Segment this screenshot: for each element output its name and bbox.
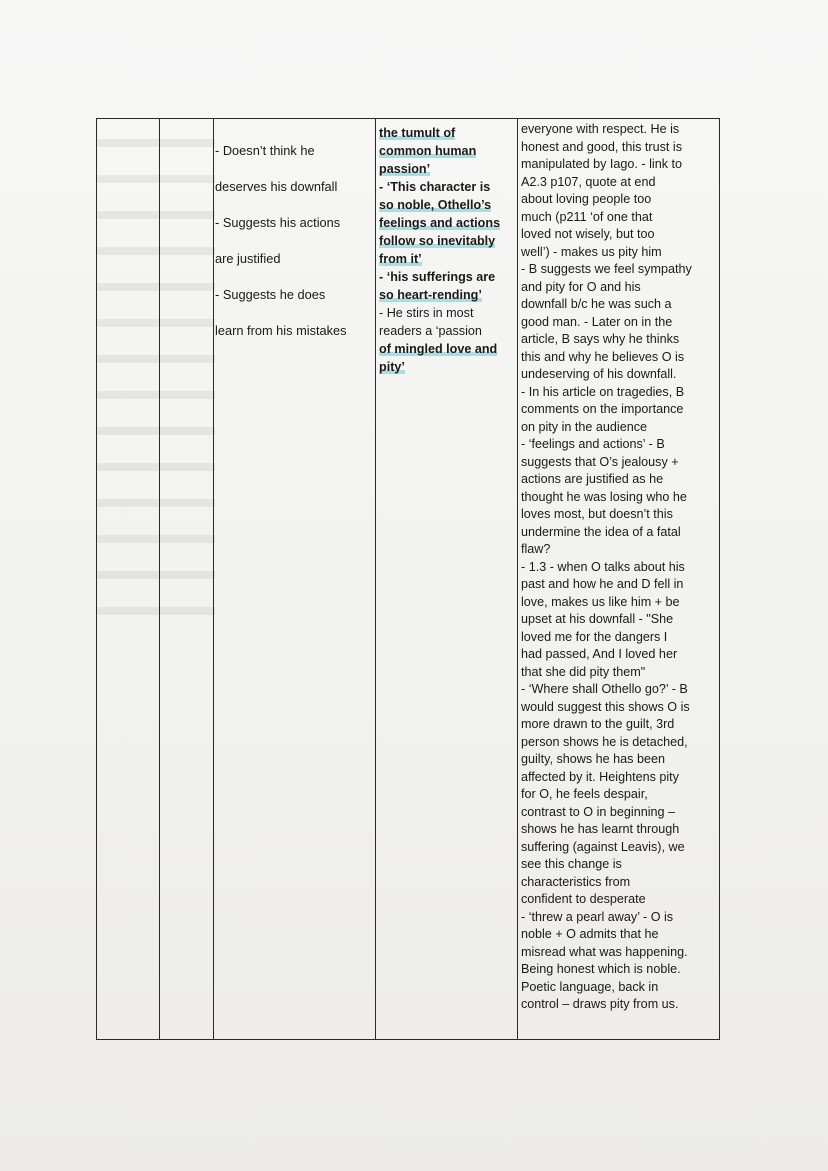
bleed-through-mark xyxy=(97,607,215,615)
bleed-through-mark xyxy=(97,175,215,183)
column-divider xyxy=(517,119,518,1039)
analysis-line: for O, he feels despair, xyxy=(521,787,648,801)
analysis-line: - In his article on tragedies, B xyxy=(521,384,685,399)
analysis-line: more drawn to the guilt, 3rd xyxy=(521,717,675,731)
quote-line xyxy=(379,232,513,250)
bleed-through-mark xyxy=(97,463,215,471)
analysis-line: noble + O admits that he xyxy=(521,927,659,941)
analysis-line: on pity in the audience xyxy=(521,419,648,434)
analysis-line: contrast to O in beginning – xyxy=(521,804,676,819)
quote-line-text: so noble, Othello’s xyxy=(379,198,492,212)
quote-line xyxy=(379,286,513,304)
quote-line xyxy=(379,304,513,322)
analysis-line: love, makes us like him + be xyxy=(521,594,680,609)
bleed-through-mark xyxy=(97,211,215,219)
analysis-line: about loving people too xyxy=(521,192,652,206)
cell-line: - Suggests his actions xyxy=(215,215,341,230)
quote-line xyxy=(379,358,513,376)
quote-line-text: from it’ xyxy=(379,252,422,266)
quote-line-text: - He stirs in most xyxy=(379,306,474,320)
bleed-through-mark xyxy=(97,283,215,291)
quote-line xyxy=(379,214,513,232)
analysis-line: past and how he and D fell in xyxy=(521,577,684,591)
bleed-through-mark xyxy=(97,319,215,327)
analysis-line: shows he has learnt through xyxy=(521,822,680,836)
quote-line xyxy=(379,124,513,142)
column-analysis xyxy=(521,119,717,1039)
analysis-line: loved not wisely, but too xyxy=(521,227,655,241)
analysis-line: characteristics from xyxy=(521,874,631,889)
quote-line xyxy=(379,178,513,196)
column-divider xyxy=(159,119,160,1039)
analysis-line: upset at his downfall - "She xyxy=(521,612,674,626)
quote-line xyxy=(379,250,513,268)
analysis-line: - ‘Where shall Othello go?’ - B xyxy=(521,682,688,696)
analysis-line: suggests that O’s jealousy + xyxy=(521,454,679,469)
cell-line: are justified xyxy=(215,251,281,266)
analysis-line: - ‘threw a pearl away’ - O is xyxy=(521,909,674,924)
quote-line-text: pity’ xyxy=(379,360,405,374)
bleed-through-mark xyxy=(97,571,215,579)
analysis-line: downfall b/c he was such a xyxy=(521,297,672,311)
analysis-line: confident to desperate xyxy=(521,892,646,906)
bleed-through-mark xyxy=(97,247,215,255)
analysis-line: flaw? xyxy=(521,542,551,556)
quote-line-text: passion’ xyxy=(379,162,431,176)
quote-line xyxy=(379,322,513,340)
cell-line: - Suggests he does xyxy=(215,287,326,302)
analysis-line: would suggest this shows O is xyxy=(521,699,690,714)
quote-line-text: follow so inevitably xyxy=(379,234,496,248)
cell-line: - Doesn’t think he xyxy=(215,143,315,158)
quote-line xyxy=(379,160,513,178)
analysis-line: manipulated by Iago. - link to xyxy=(521,157,683,171)
analysis-line: actions are justified as he xyxy=(521,472,664,486)
bleed-through-mark xyxy=(97,355,215,363)
analysis-line: that she did pity them" xyxy=(521,664,646,679)
quote-line xyxy=(379,340,513,358)
bleed-through-mark xyxy=(97,535,215,543)
analysis-line: - B suggests we feel sympathy xyxy=(521,262,692,276)
analysis-line: A2.3 p107, quote at end xyxy=(521,174,656,189)
analysis-line: affected by it. Heightens pity xyxy=(521,769,679,784)
analysis-line: Being honest which is noble. xyxy=(521,962,681,976)
column-divider xyxy=(213,119,214,1039)
bleed-through-mark xyxy=(97,499,215,507)
quote-line-text: so heart-rending’ xyxy=(379,288,482,302)
quote-line-text: feelings and actions xyxy=(379,216,501,230)
analysis-line: good man. - Later on in the xyxy=(521,314,673,329)
quote-line-text: the tumult of xyxy=(379,126,456,140)
analysis-line: - ‘feelings and actions’ - B xyxy=(521,437,665,451)
analysis-line: guilty, shows he has been xyxy=(521,752,665,766)
quote-line xyxy=(379,268,513,286)
quote-line-text: - ‘This character is xyxy=(379,180,491,194)
cell-line: deserves his downfall xyxy=(215,179,338,194)
analysis-line: undeserving of his downfall. xyxy=(521,367,677,381)
analysis-line: misread what was happening. xyxy=(521,944,688,959)
analysis-line: thought he was losing who he xyxy=(521,489,687,504)
cell-line: learn from his mistakes xyxy=(215,323,347,338)
quote-line-text: common human xyxy=(379,144,477,158)
analysis-line: - 1.3 - when O talks about his xyxy=(521,559,685,574)
analysis-line: suffering (against Leavis), we xyxy=(521,839,685,854)
analysis-line: loves most, but doesn’t this xyxy=(521,507,673,521)
analysis-line: Poetic language, back in xyxy=(521,979,659,994)
analysis-line: much (p211 ‘of one that xyxy=(521,209,653,224)
analysis-line: control – draws pity from us. xyxy=(521,997,679,1011)
analysis-line: comments on the importance xyxy=(521,402,684,416)
analysis-line: well’) - makes us pity him xyxy=(521,244,662,259)
analysis-line: honest and good, this trust is xyxy=(521,139,683,154)
analysis-line: everyone with respect. He is xyxy=(521,122,680,136)
analysis-line: loved me for the dangers I xyxy=(521,629,668,644)
quote-line-text: of mingled love and xyxy=(379,342,498,356)
quote-line xyxy=(379,196,513,214)
quote-line xyxy=(379,142,513,160)
quote-line-text: - ‘his sufferings are xyxy=(379,270,496,284)
analysis-line: person shows he is detached, xyxy=(521,734,688,749)
analysis-line: undermine the idea of a fatal xyxy=(521,524,681,539)
bleed-through-mark xyxy=(97,391,215,399)
analysis-line: and pity for O and his xyxy=(521,279,641,294)
analysis-line: had passed, And I loved her xyxy=(521,647,678,661)
bleed-through-mark xyxy=(97,139,215,147)
analysis-line: see this change is xyxy=(521,857,622,871)
quote-line-text: readers a ‘passion xyxy=(379,324,482,338)
column-quotes xyxy=(379,119,513,1039)
column-critical-view xyxy=(215,119,371,1039)
analysis-line: this and why he believes O is xyxy=(521,349,685,364)
notes-table xyxy=(96,118,720,1040)
bleed-through-mark xyxy=(97,427,215,435)
analysis-line: article, B says why he thinks xyxy=(521,332,680,346)
column-divider xyxy=(375,119,376,1039)
